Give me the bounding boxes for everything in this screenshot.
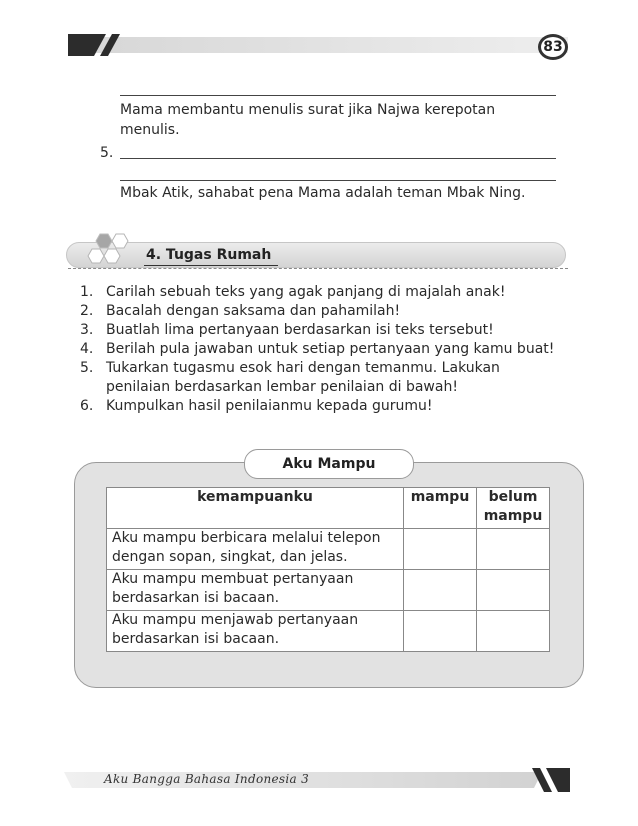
can-checkbox-cell[interactable] [404,529,477,570]
ability-column-header: kemampuanku [107,488,404,529]
ability-text-line: Aku mampu membuat pertanyaan [112,571,354,587]
list-item [80,283,505,302]
list-item-text: Buatlah lima pertanyaan berdasarkan isi teks tersebut! [106,322,494,338]
list-item-number: 4. [80,341,94,357]
cannot-column-header: belum mampu [477,488,550,529]
ability-text-line: dengan sopan, singkat, dan jelas. [112,549,348,565]
ability-text-line: berdasarkan isi bacaan. [112,590,280,606]
table-row [107,529,550,570]
table-header-row [107,488,550,529]
ability-cell [107,529,404,570]
section-title: 4. Tugas Rumah [146,247,272,263]
table-row [107,611,550,652]
can-column-header: mampu [404,488,477,529]
cannot-checkbox-cell[interactable] [477,570,550,611]
list-item-number: 3. [80,322,94,338]
section-divider [68,268,568,269]
list-item-text: Tukarkan tugasmu esok hari dengan temanmu. Lakukan [106,360,500,376]
ability-cell [107,570,404,611]
list-item-text: penilaian berdasarkan lembar penilaian di bawah! [106,379,458,395]
section-title-underline [144,265,278,266]
list-item [80,302,400,321]
table-row [107,570,550,611]
answer-line [120,158,556,159]
item5-number: 5. [100,145,114,161]
answer-line [120,180,556,181]
ability-text-line: Aku mampu berbicara melalui telepon [112,530,381,546]
list-item-number: 2. [80,303,94,319]
hexagon-icon [86,232,136,274]
list-item-text: Carilah sebuah teks yang agak panjang di majalah anak! [106,284,506,300]
answer-line [120,95,556,96]
page-number: 83 [538,34,568,60]
cannot-checkbox-cell[interactable] [477,611,550,652]
list-item-number: 6. [80,398,94,414]
list-item [80,321,494,340]
cannot-checkbox-cell[interactable] [477,529,550,570]
ability-text-line: berdasarkan isi bacaan. [112,631,280,647]
list-item [80,359,500,378]
list-item [80,340,554,359]
ability-table [106,487,550,652]
list-item-number: 1. [80,284,94,300]
list-item-text: Berilah pula jawaban untuk setiap pertanyaan yang kamu buat! [106,341,555,357]
self-assessment-title: Aku Mampu [244,449,414,479]
ability-cell [107,611,404,652]
list-item-number: 5. [80,360,94,376]
item4-answer-line-2: menulis. [120,122,180,138]
item5-answer: Mbak Atik, sahabat pena Mama adalah teman Mbak Ning. [120,185,526,201]
can-checkbox-cell[interactable] [404,570,477,611]
list-item-continuation [80,378,458,397]
header-band [68,34,568,56]
footer-book-title: Aku Bangga Bahasa Indonesia 3 [104,772,310,786]
list-item-text: Bacalah dengan saksama dan pahamilah! [106,303,401,319]
list-item-text: Kumpulkan hasil penilaianmu kepada gurumu! [106,398,433,414]
section-header-bar [66,242,566,268]
item4-answer-line-1: Mama membantu menulis surat jika Najwa kerepotan [120,102,496,118]
can-checkbox-cell[interactable] [404,611,477,652]
ability-text-line: Aku mampu menjawab pertanyaan [112,612,359,628]
list-item [80,397,433,416]
